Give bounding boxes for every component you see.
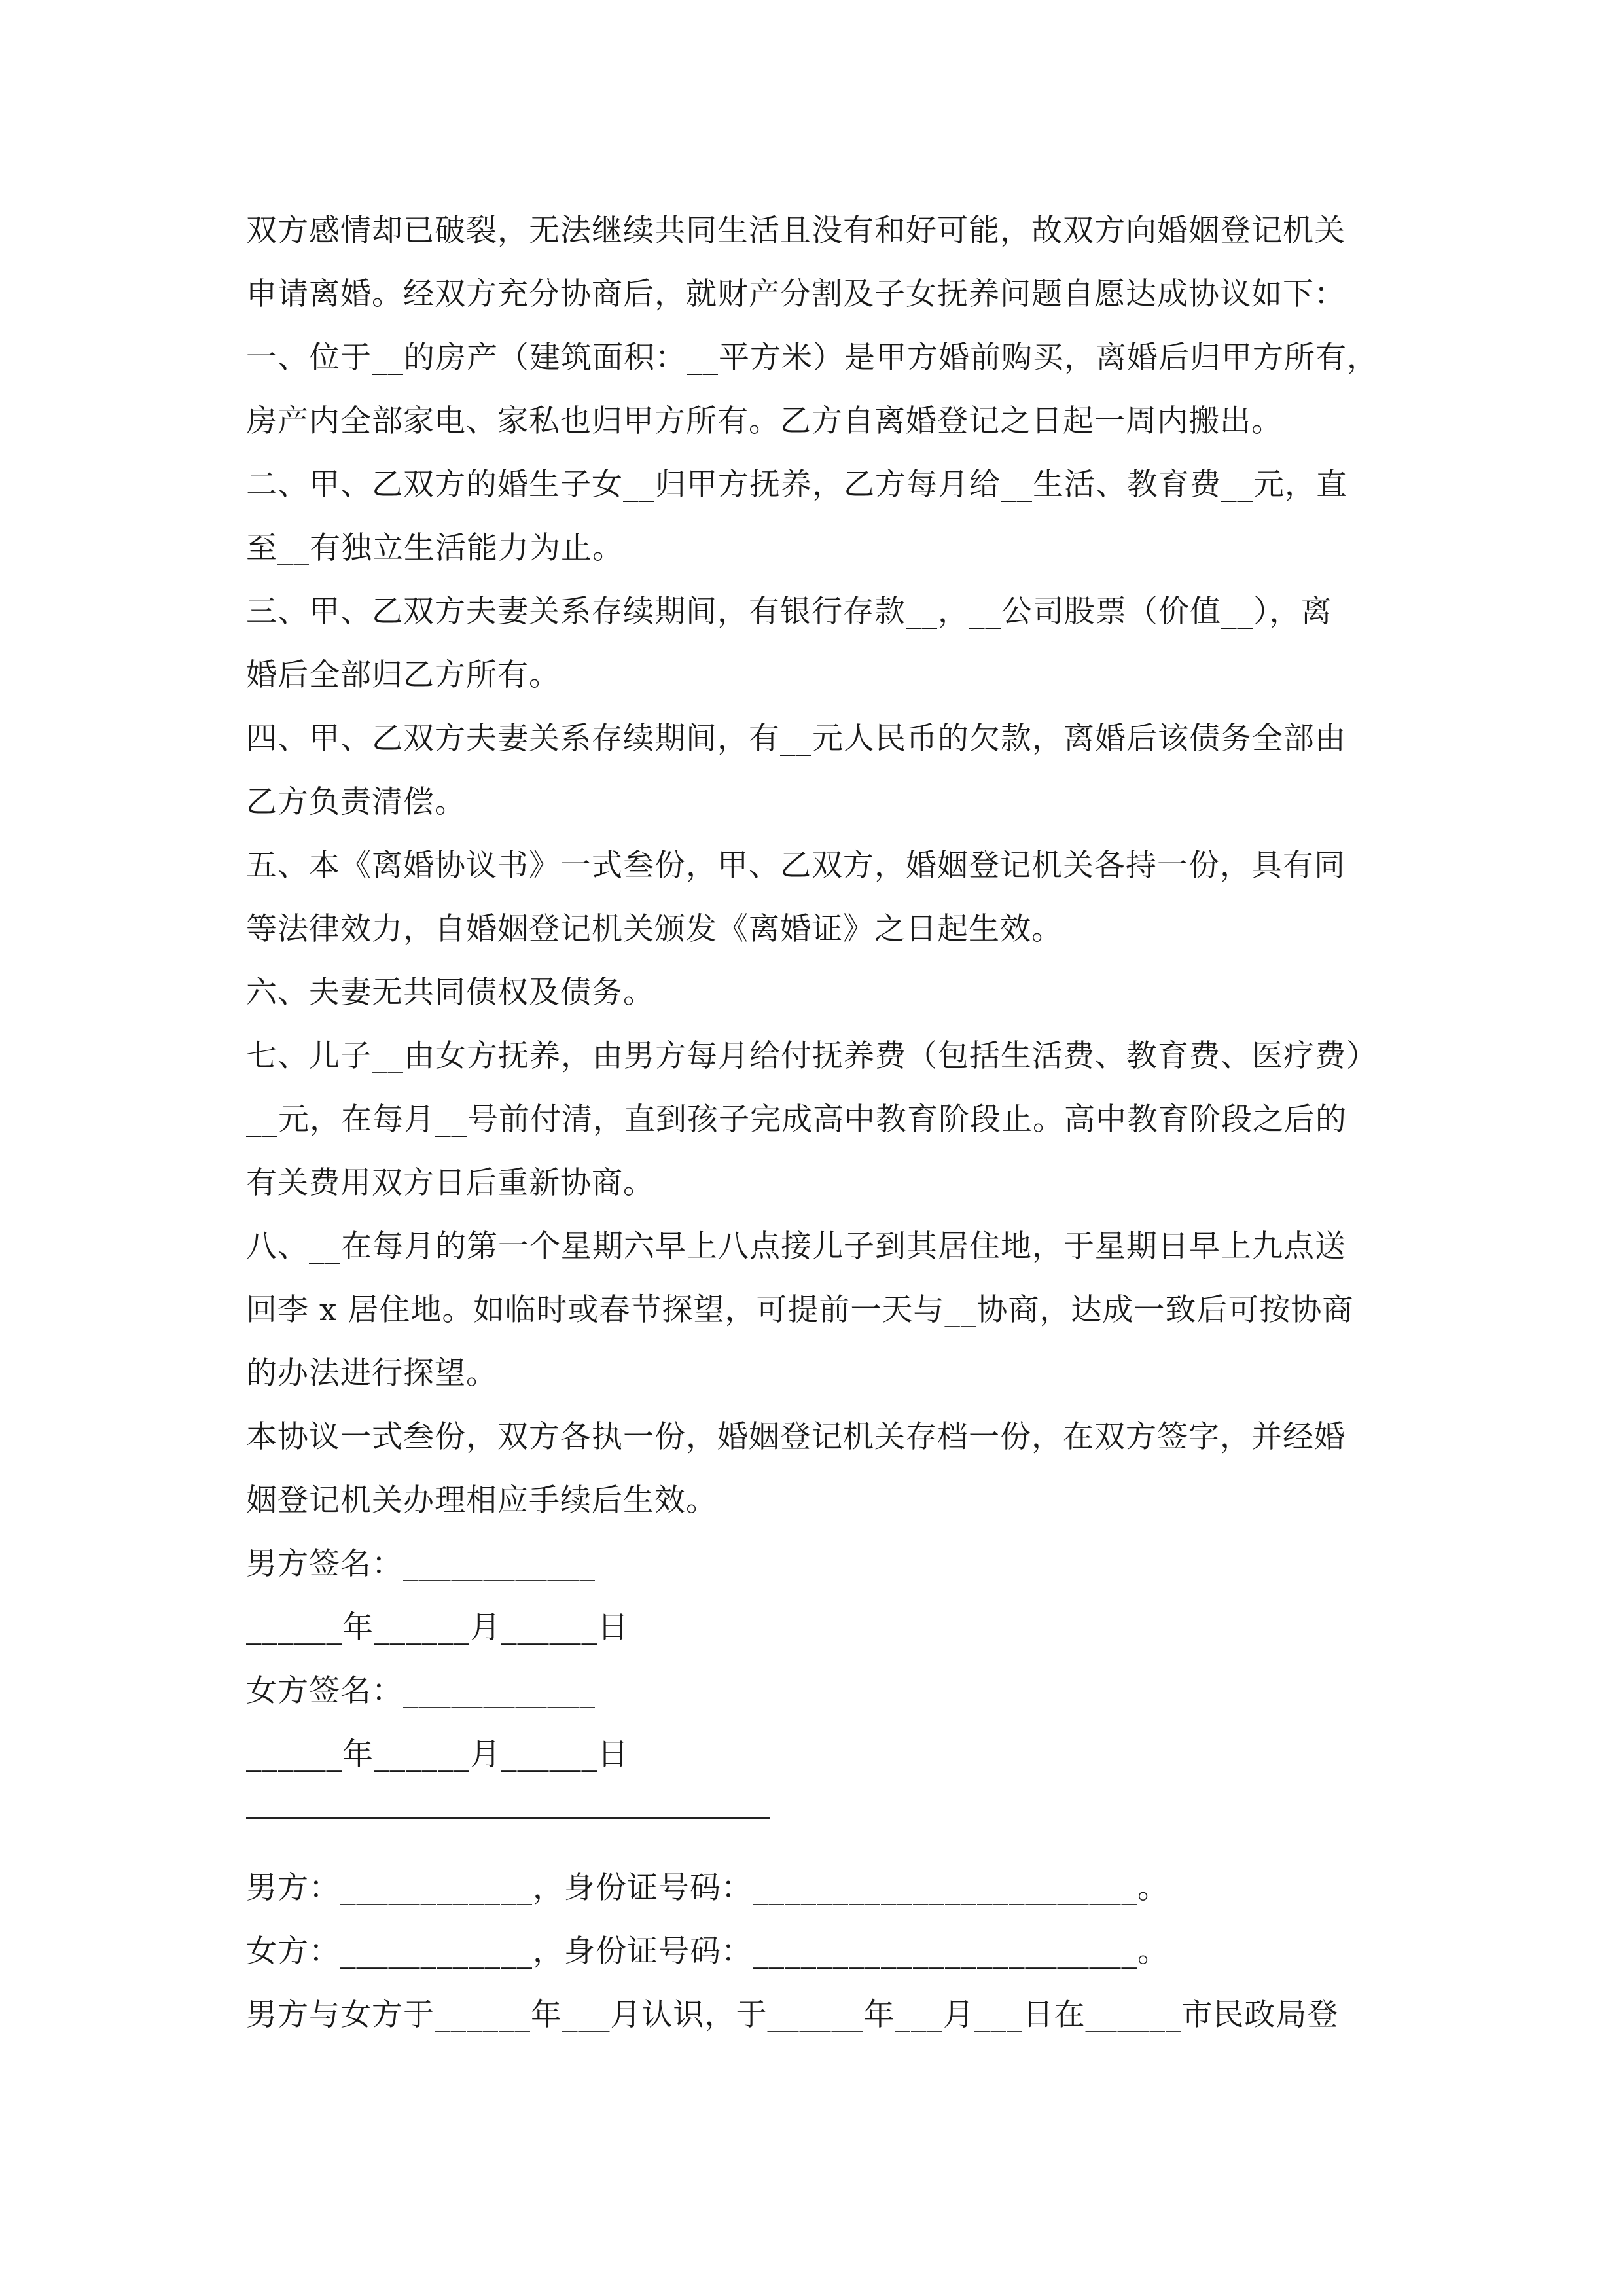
female-id-line: 女方：____________，身份证号码：________________________。	[246, 1933, 1169, 1969]
text-line: 申请离婚。经双方充分协商后，就财产分割及子女抚养问题自愿达成协议如下：	[246, 276, 1346, 312]
text-line: 房产内全部家电、家私也归甲方所有。乙方自离婚登记之日起一周内搬出。	[246, 403, 1283, 439]
text-line: 回李 x 居住地。如临时或春节探望，可提前一天与__协商，达成一致后可按协商	[246, 1292, 1354, 1328]
text-line: 三、甲、乙双方夫妻关系存续期间，有银行存款__，__公司股票（价值__），离	[246, 594, 1332, 630]
text-line: 的办法进行探望。	[246, 1355, 497, 1391]
male-date-line: ______年______月______日	[246, 1609, 629, 1645]
male-signature-line: 男方签名：____________	[246, 1546, 596, 1582]
text-line: 四、甲、乙双方夫妻关系存续期间，有__元人民币的欠款，离婚后该债务全部由	[246, 721, 1346, 757]
text-line: 六、夫妻无共同债权及债务。	[246, 975, 654, 1011]
text-line: 姻登记机关办理相应手续后生效。	[246, 1482, 717, 1518]
text-line: 本协议一式叁份，双方各执一份，婚姻登记机关存档一份，在双方签字，并经婚	[246, 1419, 1346, 1455]
text-line: 婚后全部归乙方所有。	[246, 657, 560, 693]
female-date-line: ______年______月______日	[246, 1736, 629, 1772]
text-line: 一、位于__的房产（建筑面积：__平方米）是甲方婚前购买，离婚后归甲方所有，	[246, 340, 1378, 376]
text-line: __元，在每月__号前付清，直到孩子完成高中教育阶段止。高中教育阶段之后的	[246, 1102, 1347, 1138]
text-line: 等法律效力，自婚姻登记机关颁发《离婚证》之日起生效。	[246, 911, 1063, 947]
marriage-info-line: 男方与女方于______年___月认识，于______年___月___日在______市民政局登	[246, 1997, 1339, 2033]
text-line: 至__有独立生活能力为止。	[246, 530, 624, 566]
text-line: 双方感情却已破裂，无法继续共同生活且没有和好可能，故双方向婚姻登记机关	[246, 213, 1346, 249]
female-signature-line: 女方签名：____________	[246, 1673, 596, 1709]
section-divider	[246, 1817, 770, 1819]
text-line: 有关费用双方日后重新协商。	[246, 1165, 654, 1201]
text-line: 二、甲、乙双方的婚生子女__归甲方抚养，乙方每月给__生活、教育费__元，直	[246, 467, 1347, 503]
text-line: 七、儿子__由女方抚养，由男方每月给付抚养费（包括生活费、教育费、医疗费）	[246, 1038, 1378, 1074]
text-line: 八、__在每月的第一个星期六早上八点接儿子到其居住地，于星期日早上九点送	[246, 1229, 1346, 1265]
male-id-line: 男方：____________，身份证号码：________________________。	[246, 1870, 1169, 1906]
text-line: 乙方负责清偿。	[246, 784, 466, 820]
text-line: 五、本《离婚协议书》一式叁份，甲、乙双方，婚姻登记机关各持一份，具有同	[246, 848, 1346, 884]
